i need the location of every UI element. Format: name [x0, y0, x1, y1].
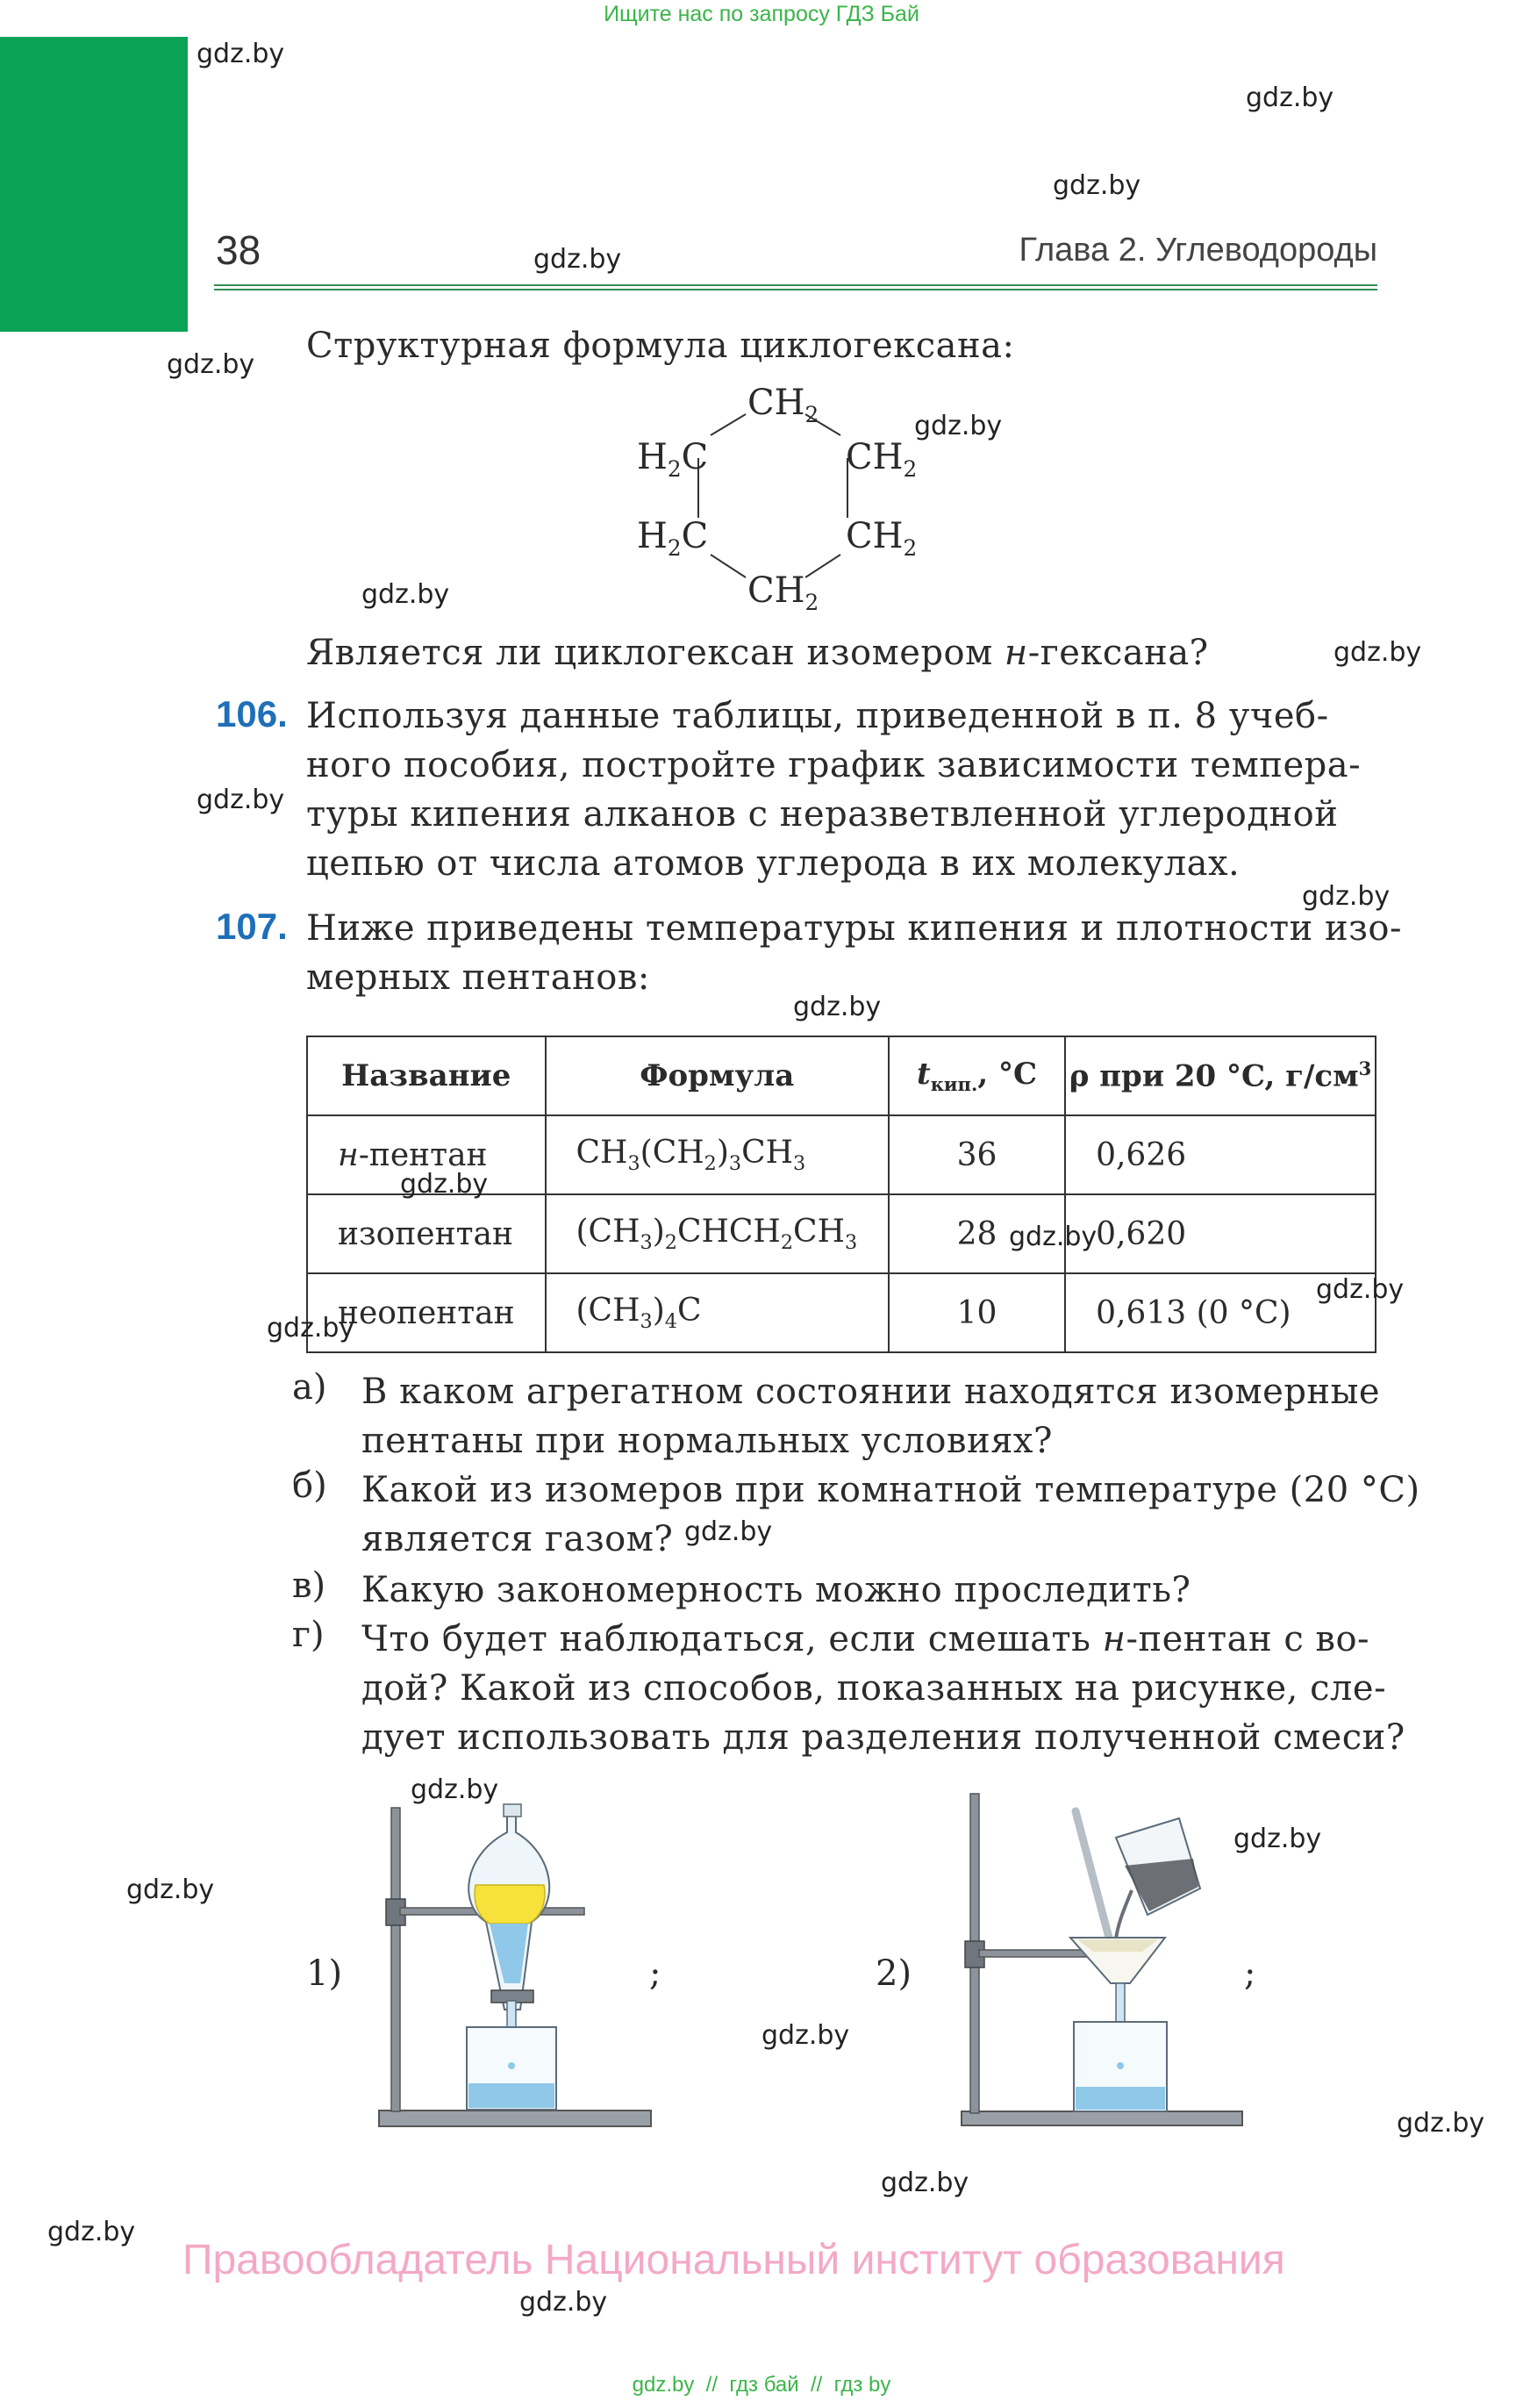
- ch2-right-lower-text: CH: [846, 516, 904, 556]
- ch2-right-lower-sub: 2: [903, 535, 918, 561]
- task-106-line: цепью от числа атомов углерода в их молекулах.: [306, 843, 1241, 884]
- h2c-lower-c: C: [681, 516, 709, 556]
- header-name: Название: [307, 1036, 546, 1115]
- watermark: gdz.by: [684, 1516, 773, 1547]
- cell-density: 0,620: [1065, 1194, 1376, 1273]
- watermark: gdz.by: [914, 411, 1003, 441]
- watermark: gdz.by: [1334, 637, 1422, 668]
- ch2-bottom: [747, 570, 819, 615]
- header-rho: ρ при 20 °C, г/см: [1069, 1058, 1359, 1094]
- watermark: gdz.by: [1246, 82, 1334, 113]
- header-density: [1065, 1036, 1376, 1115]
- watermark: gdz.by: [1053, 170, 1141, 201]
- cell-density: 0,626: [1065, 1115, 1376, 1194]
- subq-c-text: [361, 1566, 1191, 1615]
- f-sub: 3: [793, 1152, 806, 1176]
- watermark: gdz.by: [126, 1874, 215, 1905]
- f-sub: 2: [664, 1231, 677, 1255]
- copyright-text: Правообладатель Национальный институт образования: [182, 2237, 1285, 2283]
- h2c-lower-h: H: [637, 516, 668, 556]
- table-row: [307, 1273, 1376, 1352]
- watermark: gdz.by: [881, 2168, 969, 2198]
- watermark: gdz.by: [267, 1313, 355, 1344]
- f: CH: [576, 1134, 628, 1171]
- cell-name-text: -пентан: [358, 1136, 488, 1173]
- chapter-title: Глава 2. Углеводороды: [1019, 232, 1377, 269]
- ch2-bottom-text: CH: [747, 570, 805, 611]
- subq-a-text: [361, 1367, 1380, 1466]
- header-t-sub: кип.: [930, 1072, 978, 1095]
- watermark: gdz.by: [793, 992, 882, 1022]
- cell-name: [307, 1194, 546, 1273]
- watermark: gdz.by: [361, 579, 450, 610]
- subq-d-n: н: [1102, 1619, 1126, 1659]
- cell-name-text: изопентан: [338, 1215, 513, 1252]
- ch2-bottom-sub: 2: [804, 590, 819, 615]
- ch2-right-upper-text: CH: [846, 437, 904, 477]
- watermark: gdz.by: [762, 2020, 850, 2051]
- watermark: gdz.by: [1397, 2108, 1485, 2139]
- top-banner[interactable]: Ищите нас по запросу ГДЗ Бай: [604, 2, 919, 26]
- f-sub: 3: [844, 1231, 858, 1255]
- h2c-lower-sub: 2: [667, 535, 682, 561]
- footer-links[interactable]: gdz.by // гдз бай // гдз by: [632, 2373, 891, 2397]
- f-sub: 3: [640, 1310, 653, 1334]
- f: (CH: [640, 1134, 704, 1171]
- watermark: gdz.by: [519, 2287, 608, 2318]
- figure-1-label: 1): [306, 1953, 343, 1994]
- watermark: gdz.by: [197, 39, 285, 69]
- cell-boiling: 28: [889, 1194, 1065, 1273]
- f: ): [652, 1292, 665, 1329]
- subq-line: Какую закономерность можно проследить?: [361, 1570, 1191, 1610]
- isomer-question: [306, 628, 1209, 677]
- task-106-text: [306, 692, 1361, 888]
- watermark: gdz.by: [533, 244, 622, 275]
- f: C: [676, 1292, 702, 1329]
- f: (CH: [576, 1292, 640, 1329]
- f: CHCH: [676, 1213, 781, 1250]
- cell-density: 0,613 (0 °C): [1065, 1273, 1376, 1352]
- ch2-right-upper: [846, 437, 917, 482]
- task-106-number: 106.: [216, 693, 288, 735]
- subq-c-letter: в): [292, 1566, 326, 1606]
- cell-formula: [546, 1273, 889, 1352]
- separatory-funnel-figure: [360, 1790, 658, 2159]
- f: ): [652, 1213, 665, 1250]
- f: CH: [793, 1213, 845, 1250]
- h2c-upper-c: C: [681, 437, 709, 477]
- cell-boiling: 36: [889, 1115, 1065, 1194]
- h2c-upper-h: H: [637, 437, 668, 477]
- subq-line: Какой из изомеров при комнатной температуре (20 °C): [361, 1470, 1420, 1510]
- header-formula: Формула: [546, 1036, 889, 1115]
- table-row: [307, 1194, 1376, 1273]
- filtration-figure: [944, 1785, 1251, 2159]
- header-t: t: [916, 1057, 931, 1093]
- subq-d-b: -пентан с во-: [1126, 1619, 1370, 1659]
- f-sub: 2: [704, 1152, 717, 1176]
- watermark: gdz.by: [197, 785, 285, 815]
- watermark: gdz.by: [47, 2217, 136, 2247]
- figure-1-semicolon: ;: [649, 1953, 661, 1994]
- task-106-line: ного пособия, постройте график зависимости темпера-: [306, 745, 1362, 785]
- green-corner-block: [0, 37, 188, 332]
- watermark: gdz.by: [1316, 1274, 1405, 1305]
- page-number: 38: [216, 227, 261, 273]
- intro-text: Структурная формула циклогексана:: [306, 326, 1015, 366]
- task-106-line: туры кипения алканов с неразветвленной углеродной: [306, 794, 1339, 835]
- figure-2-label: 2): [876, 1953, 912, 1994]
- watermark: gdz.by: [1302, 881, 1391, 912]
- cell-boiling: 10: [889, 1273, 1065, 1352]
- subq-line: дует использовать для разделения полученной смеси?: [361, 1717, 1405, 1758]
- header-t-unit: , °C: [977, 1057, 1038, 1093]
- subq-line: В каком агрегатном состоянии находятся изомерные: [361, 1372, 1381, 1412]
- table-header-row: [307, 1036, 1376, 1115]
- subq-line: является газом?: [361, 1519, 674, 1559]
- ch2-right-upper-sub: 2: [903, 456, 918, 482]
- subq-line: [361, 1615, 1405, 1664]
- f: (CH: [576, 1213, 640, 1250]
- isomer-question-n: н: [1004, 633, 1028, 673]
- header-rule: [214, 284, 1377, 290]
- subq-line: пентаны при нормальных условиях?: [361, 1421, 1053, 1461]
- f-sub: 3: [640, 1231, 653, 1255]
- subq-line: дой? Какой из способов, показанных на рисунке, сле-: [361, 1668, 1387, 1709]
- header-rho-sup: 3: [1358, 1057, 1372, 1080]
- header-boiling: [889, 1036, 1065, 1115]
- subq-d-letter: г): [292, 1615, 325, 1655]
- h2c-upper: [637, 437, 708, 482]
- ch2-top-text: CH: [747, 383, 805, 423]
- subq-b-text: [361, 1466, 1420, 1564]
- subq-a-letter: а): [292, 1367, 327, 1408]
- ch2-top: [747, 383, 819, 427]
- figure-2-semicolon: ;: [1244, 1953, 1256, 1994]
- f: ): [716, 1134, 729, 1171]
- ch2-top-sub: 2: [804, 402, 819, 427]
- f-sub: 2: [780, 1231, 794, 1255]
- f: CH: [741, 1134, 794, 1171]
- task-107-text: [306, 904, 1402, 1002]
- ch2-right-lower: [846, 516, 917, 561]
- watermark: gdz.by: [411, 1774, 499, 1805]
- cyclohexane-formula: [614, 383, 947, 628]
- task-107-number: 107.: [216, 906, 288, 947]
- f-sub: 3: [627, 1152, 640, 1176]
- h2c-lower: [637, 516, 708, 561]
- f-sub: 3: [728, 1152, 742, 1176]
- subq-b-letter: б): [292, 1466, 327, 1506]
- h2c-upper-sub: 2: [667, 456, 682, 482]
- subq-d-a: Что будет наблюдаться, если смешать: [361, 1619, 1103, 1659]
- cell-formula: [546, 1194, 889, 1273]
- cell-name-text: неопентан: [338, 1294, 515, 1331]
- cell-formula: [546, 1115, 889, 1194]
- isomer-question-a: Является ли циклогексан изомером: [306, 633, 1005, 673]
- task-107-line: мерных пентанов:: [306, 957, 650, 998]
- subq-d-text: [361, 1615, 1405, 1762]
- f-sub: 4: [664, 1310, 677, 1334]
- watermark: gdz.by: [167, 349, 255, 380]
- task-106-line: Используя данные таблицы, приведенной в п. 8 учеб-: [306, 696, 1329, 736]
- watermark: gdz.by: [1009, 1222, 1098, 1252]
- watermark: gdz.by: [1233, 1824, 1322, 1854]
- cell-name-italic: н: [338, 1136, 359, 1173]
- task-107-line: Ниже приведены температуры кипения и плотности изо-: [306, 908, 1403, 949]
- isomer-question-b: -гексана?: [1027, 633, 1209, 673]
- watermark: gdz.by: [400, 1169, 489, 1200]
